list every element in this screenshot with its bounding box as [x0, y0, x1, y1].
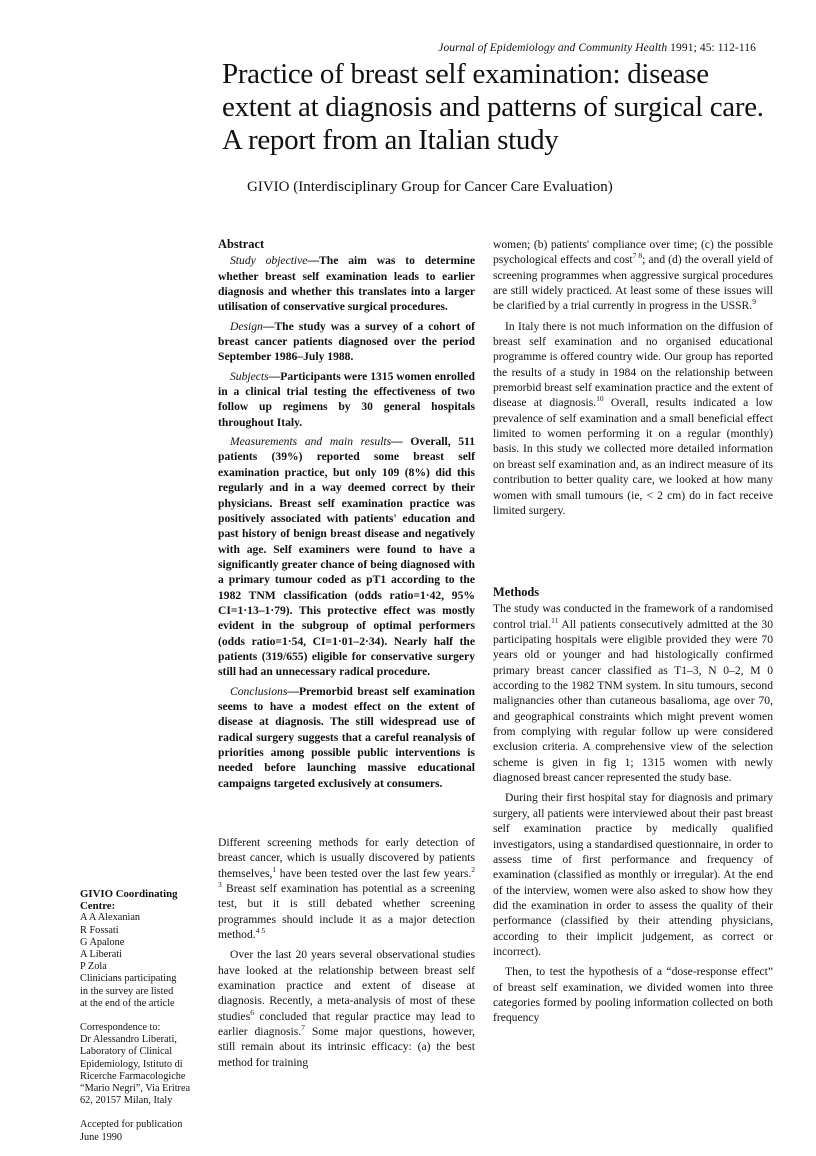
member-name: G Apalone [80, 936, 125, 948]
coordinating-centre [80, 888, 205, 1010]
member-name: P Zola [80, 961, 107, 973]
abstract-subjects [218, 369, 475, 430]
correspondence-line: Laboratory of Clinical [80, 1046, 173, 1058]
abstract-text: — Overall, 511 patients (39%) reported some breast self examination practice, but only 109 (8%) did this regularly and in a way deemed correct by their physicians. Breast self examination practice was positively associated with patients' education and past history of benign breast disease and negatively with age. Self examiners were found to have a significantly greater chance of being diagnosed with a primary tumour coded as pT1 according to the 1982 TNM classification (odds ratio=1·42, 95% CI=1·13–1·79). This protective effect was mostly evident in the subgroup of optimal performers (odds ratio=1·54, CI=1·01–2·34). Nearly half the patients (319/655) eligible for conservative surgery still had an unnecessary radical procedure. [218, 435, 476, 679]
correspondence-line: Ricerche Farmacologiche [80, 1070, 186, 1082]
journal-header [380, 42, 756, 54]
citation: 1 [272, 864, 277, 874]
methods-heading: Methods [493, 585, 540, 599]
abstract-label: Subjects [230, 369, 269, 383]
citation: 6 [250, 1007, 254, 1017]
accepted-line: June 1990 [80, 1131, 123, 1143]
abstract [218, 237, 475, 795]
sidebar-heading-line: GIVIO Coordinating [80, 888, 178, 900]
abstract-measurements [218, 434, 475, 680]
intro-paragraph-1: Different screening methods for early detection of breast cancer, which is usually discovered by patients themselves,$^1$ have been tested over the last few years.$^{2 3}$ Breast self examination has potential as a screening test, but it is still debated whether screening programmes should include it as a major detection method.$^{4 5}$ [218, 836, 475, 942]
abstract-design [218, 319, 475, 365]
intro-column-2 [493, 237, 773, 523]
correspondence [80, 1022, 205, 1107]
journal-name: Journal of Epidemiology and Community Health [438, 42, 668, 54]
intro-paragraph-2: Over the last 20 years several observational studies have looked at the relationship between breast self examination practice and extent of disease at diagnosis. Recently, a meta-analysis of most of these studies$^6$ concluded that regular practice may lead to earlier diagnosis.$^7$ Some major questions, however, still remain about its intrinsic efficacy: (a) the best method for training [218, 948, 476, 1069]
intro-paragraph-4: In Italy there is not much information on the diffusion of breast self examination and no organised educational programme is offered country wide. Our group has reported the results of a study in 1984 on the relationship between premorbid breast self examination practice and the extent of disease at diagnosis.$^{10}$ Overall, results indicated a low prevalence of self examination and a small beneficial effect limited to women performing it on a regular (monthly) basis. In this study we collected more detailed information on breast self examination and, as an indirect measure of its contribution to better quality care, we looked at how many women with small tumours (ie, < 2 cm) do in fact receive limited surgery. [493, 319, 774, 517]
citation: 7 [301, 1023, 305, 1033]
abstract-label: Design [230, 319, 263, 333]
clinicians-note-line: in the survey are listed [80, 985, 174, 997]
correspondence-line: 62, 20157 Milan, Italy [80, 1095, 173, 1107]
author-line: GIVIO (Interdisciplinary Group for Cancer Care Evaluation) [247, 179, 613, 195]
abstract-text: —The study was a survey of a cohort of breast cancer patients diagnosed over the period September 1986–July 1988. [218, 319, 475, 364]
abstract-study-objective [218, 253, 475, 314]
citation: 10 [596, 394, 604, 404]
citation: 7 8 [632, 251, 643, 261]
article-title: Practice of breast self examination: disease extent at diagnosis and patterns of surgical care. A report from an Italian study [222, 58, 764, 156]
correspondence-line: Epidemiology, Istituto di [80, 1058, 183, 1070]
citation: 2 3 [218, 864, 475, 890]
methods-paragraph-1: The study was conducted in the framework of a randomised control trial.$^{11}$ All patients consecutively admitted at the 30 participating hospitals were eligible provided they were 70 years old or younger and had histologically confirmed primary breast cancer classified as T1–3, N 0–2, M 0 according to the 1982 TNM system. In situ tumours, second malignancies other than cutaneous basalioma, age over 70, and geographical constraints which might prevent women from complying with regular follow up were considered exclusion criteria. A comprehensive view of the selection scheme is given in fig 1; 1315 women with newly diagnosed breast cancer represented the study base. [493, 602, 773, 785]
methods-section [493, 585, 773, 1031]
sidebar-notes [80, 888, 205, 1156]
abstract-text: —Premorbid breast self examination seems to have a modest effect on the extent of disease at diagnosis. The still widespread use of radical surgery suggests that a careful reanalysis of priorities among possible public interventions is needed before launching massive educational campaigns targeted exclusively at consumers. [218, 684, 475, 790]
member-name: A A Alexanian [80, 912, 141, 924]
citation: 9 [752, 297, 756, 307]
sidebar-heading-line: Centre: [80, 900, 116, 913]
abstract-conclusions [218, 684, 475, 791]
clinicians-note-line: at the end of the article [80, 997, 175, 1009]
abstract-label: Measurements and main results [230, 435, 392, 449]
methods-paragraph-2: During their first hospital stay for diagnosis and primary surgery, all patients were interviewed about their past breast self examination practice by medically qualified investigators, using a standardised questionnaire, in order to assess time of first performance and frequency of examination (classified as monthly or irregular). At the end of the interview, women were also asked to show how they did the examination in order to assess the quality of their performance (classified by their attending physicians, according to their implicit judgement, as correct or incorrect). [493, 791, 773, 958]
correspondence-line: Dr Alessandro Liberati, [80, 1034, 177, 1046]
intro-column-1 [218, 835, 475, 1075]
abstract-text: —The aim was to determine whether breast self examination leads to earlier diagnosis and whether this translates into a larger utilisation of conservative surgical procedures. [218, 254, 476, 314]
abstract-label: Study objective [230, 254, 308, 268]
abstract-text: —Participants were 1315 women enrolled in a clinical trial testing the effectiveness of two follow up regimens by 30 general hospitals throughout Italy. [218, 369, 475, 429]
citation: 11 [551, 615, 559, 625]
member-name: A Liberati [80, 949, 123, 961]
methods-paragraph-3: Then, to test the hypothesis of a “dose-response effect” of breast self examination, we divided women into three categories formed by pooling information collected on both frequency [493, 965, 773, 1025]
abstract-label: Conclusions [230, 684, 288, 698]
correspondence-line: “Mario Negri”, Via Eritrea [80, 1083, 191, 1095]
correspondence-line: Correspondence to: [80, 1022, 161, 1034]
abstract-heading: Abstract [218, 237, 265, 251]
citation: 4 5 [255, 926, 266, 936]
journal-volume-pages: 1991; 45: 112-116 [670, 42, 756, 54]
clinicians-note-line: Clinicians participating [80, 973, 177, 985]
member-name: R Fossati [80, 924, 119, 936]
accepted-line: Accepted for publication [80, 1119, 183, 1131]
accepted-date [80, 1119, 205, 1143]
intro-paragraph-3: women; (b) patients' compliance over time; (c) the possible psychological effects and cost$^{7 8}$; and (d) the overall yield of screening programmes when aggressive surgical procedures are still widely practiced. At least some of these issues will be clarified by a trial currently in progress in the USSR.$^9$ [493, 238, 774, 313]
